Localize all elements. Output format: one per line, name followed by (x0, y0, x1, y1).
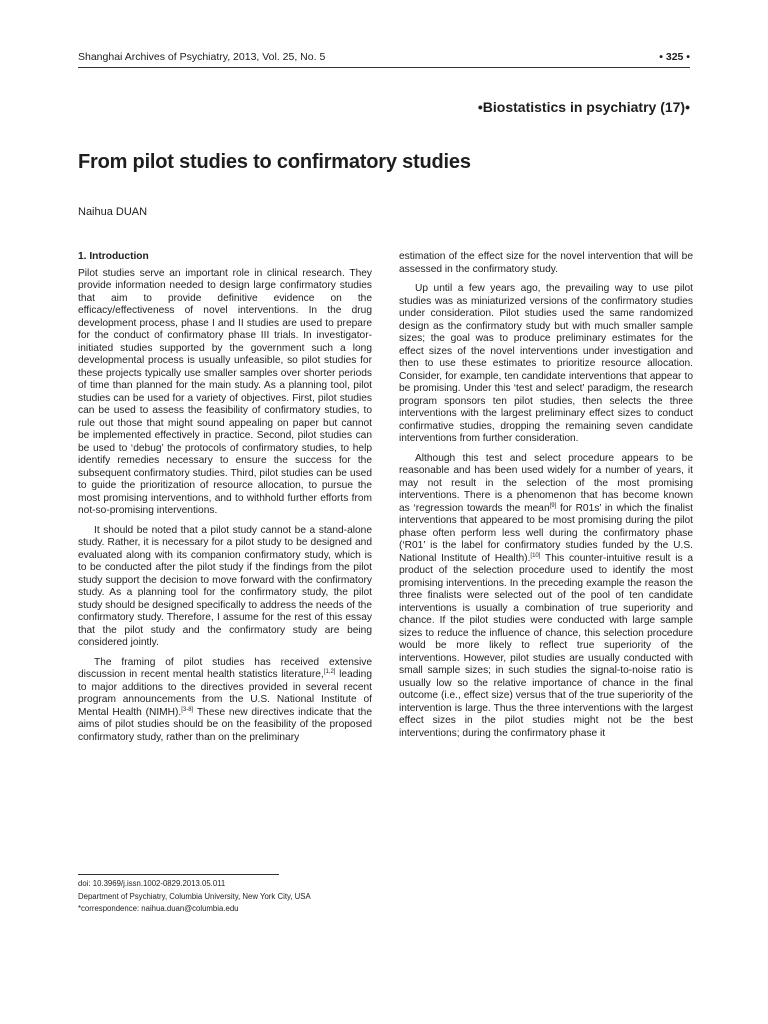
paragraph-text: leading to major additions to the directives provided in several recent program announcements from the U.S. National Institute of Mental Health (NIMH). (78, 669, 373, 718)
paragraph-text: This counter-intuitive result is a product of the selection procedure used to identify the most promising interventions. In the preceding example the reason the three finalists were selected out of the pool of ten candidate interventions is usually a combination of true superiority and chance. If the pilot studies were conducted with large sample sizes to reduce the influence of chance, this selection procedure would be more likely to reflect true superiority of the interventions. However, pilot studies are usually conducted with small sample sizes; in such studies the signal-to-noise ratio is usually low so the relative importance of chance in the final outcome (i.e., effect size) versus that of the true superiority of the intervention is large. Thus the three interventions with the largest effect sizes in the pilot studies might not be the best interventions; during the confirmatory phase it (399, 552, 693, 739)
right-column (399, 251, 693, 747)
paragraph (399, 453, 693, 741)
paragraph (78, 657, 372, 745)
citation-ref: [9] (549, 502, 557, 509)
paragraph: It should be noted that a pilot study cannot be a stand-alone study. Rather, it is necessary for a pilot study to be designed and evaluated along with its companion confirmatory study, which is to be conducted after the pilot study if the findings from the pilot study support the decision to move forward with the confirmatory study. As a planning tool for the confirmatory study, the pilot study should be designed specifically to address the needs of the confirmatory study. Therefore, I assume for the rest of this essay that the pilot study and the confirmatory study are being considered jointly. (78, 524, 372, 648)
paragraph: Up until a few years ago, the prevailing way to use pilot studies was as miniaturized versions of the confirmatory studies under consideration. Pilot studies used the same randomized design as the confirmatory study but with much smaller sample sizes; the goal was to produce preliminary estimates for the effect sizes of the novel interventions under investigation and then to use these estimates to prioritize resource allocation. Consider, for example, ten candidate interventions that appear to be promising. Under this ‘test and select’ paradigm, the research program sponsors ten pilot studies, then selects the three interventions with the largest preliminary effect sizes to conduct confirmative studies, dropping the remaining seven candidate interventions from further consideration. (399, 283, 693, 444)
left-column (78, 251, 372, 751)
footnote-rule (78, 874, 279, 875)
affiliation-line: Department of Psychiatry, Columbia University, New York City, USA (78, 891, 311, 901)
section-heading: 1. Introduction (78, 251, 149, 262)
journal-citation: Shanghai Archives of Psychiatry, 2013, Vol. 25, No. 5 (78, 51, 326, 63)
correspondence-line: *correspondence: naihua.duan@columbia.edu (78, 904, 239, 913)
citation-ref: [10] (530, 552, 541, 559)
citation-ref: [3-8] (181, 706, 194, 713)
paragraph: Pilot studies serve an important role in clinical research. They provide information needed to design large confirmatory studies that aim to provide definitive evidence on the efficacy/effectiveness of novel interventions. In the drug development process, phase I and II studies are used to prepare for the conduct of confirmatory phase III trials. In investigator-initiated studies supported by the government such a long developmental process is usually unfeasible, so pilot studies for these projects typically use smaller samples over shorter periods of time than planned for the main study. As a planning tool, pilot studies can be used for a variety of objectives. First, pilot studies can be used to assess the feasibility of confirmatory studies, to rule out those that might sound appealing on paper but cannot be implemented effectively in practice. Second, pilot studies can be used to ‘debug’ the protocols of confirmatory studies, to help identify remedies necessary to ensure the success for the subsequent confirmatory studies. Third, pilot studies can be used to guide the prioritization of resource allocation, to pursue the most promising interventions, and to withhold further efforts from not-so-promising interventions. (78, 267, 372, 516)
article-title: From pilot studies to confirmatory studies (78, 151, 471, 173)
paragraph: estimation of the effect size for the novel intervention that will be assessed in the confirmatory study. (399, 251, 693, 275)
footnotes (78, 878, 478, 916)
header-rule (78, 67, 690, 68)
author-name: Naihua DUAN (78, 206, 148, 218)
citation-ref: [1,2] (323, 669, 336, 675)
paragraph-text: The framing of pilot studies has received extensive discussion in recent mental health statistics literature, (78, 656, 372, 680)
paragraph-text: These new directives indicate that the aims of pilot studies should be on the feasibility of the proposed confirmatory study, rather than on the preliminary (78, 706, 372, 743)
paragraph-text: Although this test and select procedure appears to be reasonable and has been used widely for a number of years, it may not result in the selection of the most promising interventions. There is a phenomenon that has become known as ‘regression towards the mean (399, 452, 693, 514)
paragraph-text: for R01s’ in which the finalist interventions that appeared to be most promising during the pilot phase often perform less well during the confirmatory phase (‘R01’ is the label for confirmatory studies funded by the U.S. National Institute of Health). (399, 502, 693, 564)
page-number: • 325 • (659, 51, 690, 63)
series-label: •Biostatistics in psychiatry (17)• (477, 99, 690, 115)
doi-line: doi: 10.3969/j.issn.1002-0829.2013.05.011 (78, 879, 226, 888)
